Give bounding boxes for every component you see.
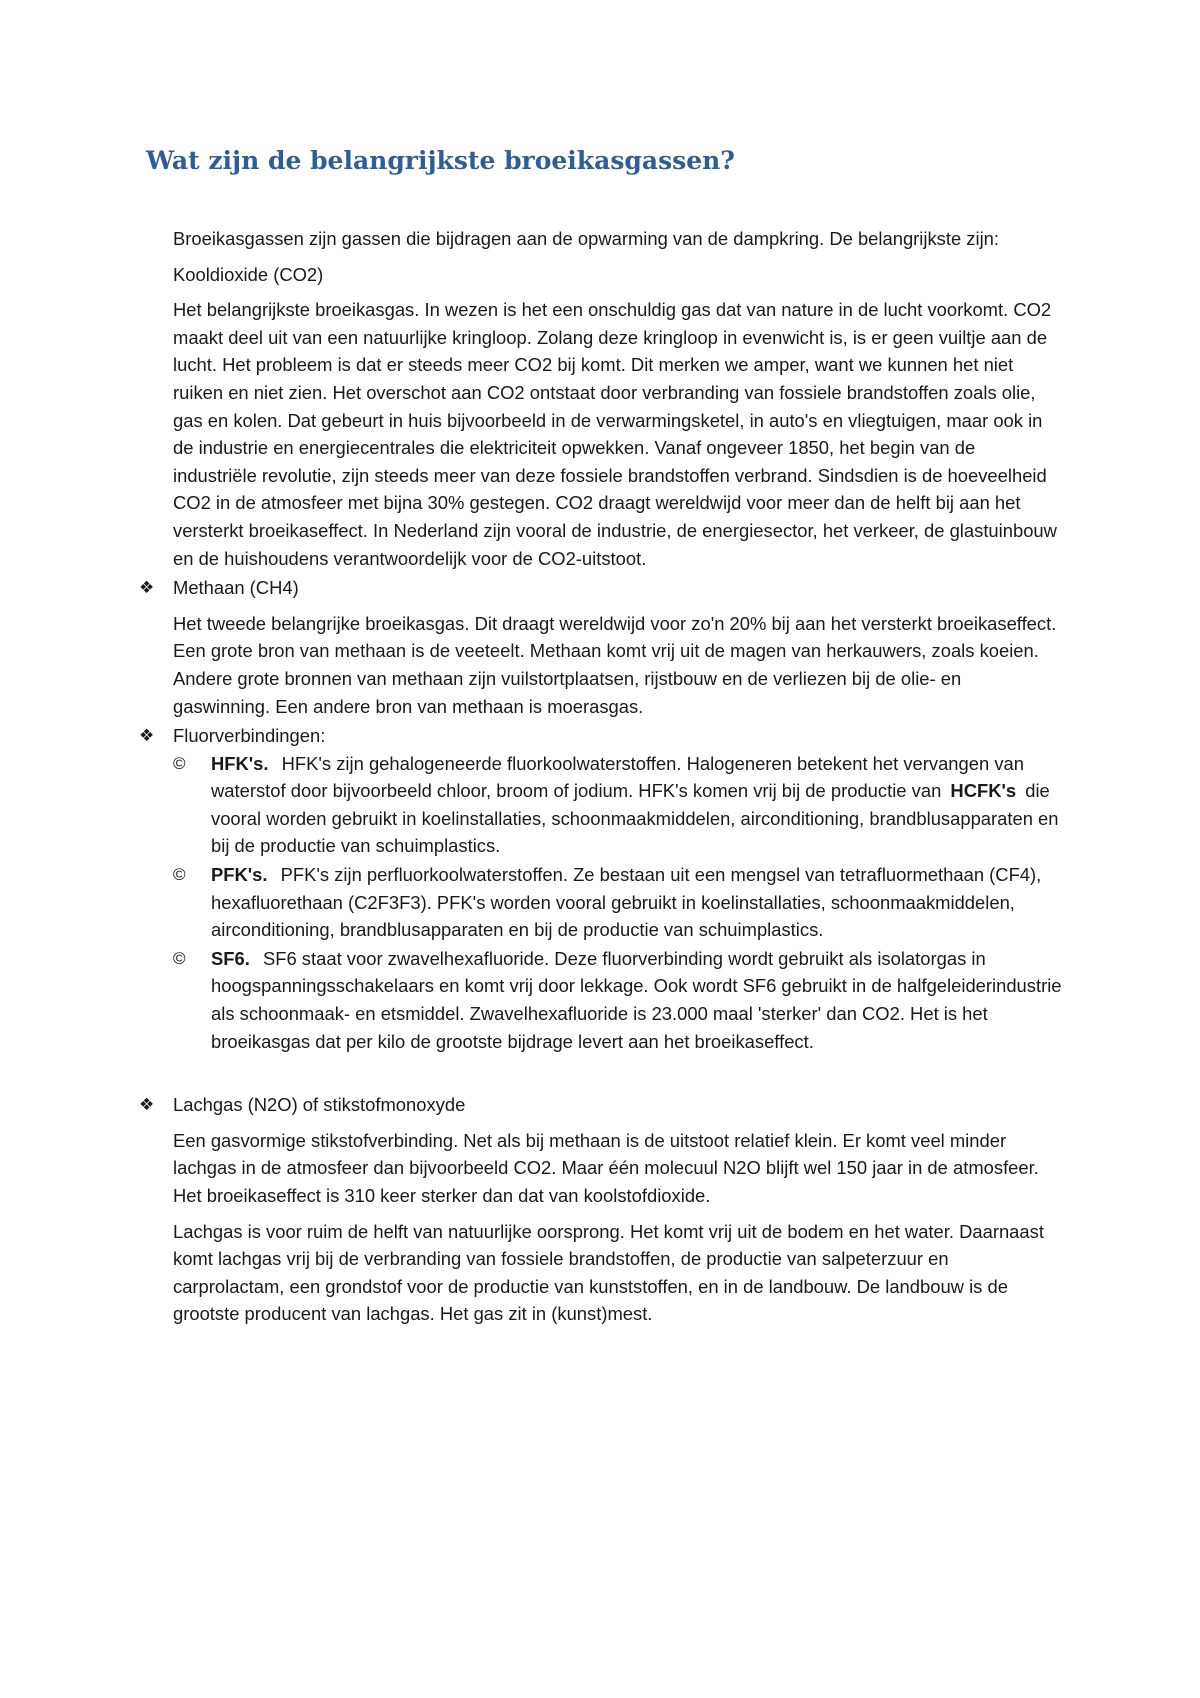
sf6-label: SF6. [211,947,250,969]
methaan-paragraph: Het tweede belangrijke broeikasgas. Dit draagt wereldwijd voor zo'n 20% bij aan het versterkt broeikaseffect. Een grote bron van methaan is de veeteelt. Methaan komt vrij uit de magen van herkauwers, zoals koeien. Andere grote bronnen van methaan zijn vuilstortplaatsen, rijstbouw en de verliezen bij de olie- en gaswinning. Een andere bron van methaan is moerasgas. [173,612,1057,717]
diamond-bullet-icon: ❖ [139,1095,155,1115]
copyright-bullet-icon: © [173,753,186,773]
lachgas-heading: Lachgas (N2O) of stikstofmonoxyde [173,1094,466,1116]
lachgas-paragraph-1: Een gasvormige stikstofverbinding. Net als bij methaan is de uitstoot relatief klein. Er komt veel minder lachgas in de atmosfeer dan bijvoorbeeld CO2. Maar één molecuul N2O blijft wel 150 jaar in de atmosfeer. Het broeikaseffect is 310 keer sterker dan dat van koolstofdioxide. [173,1129,1039,1206]
fluor-list-item [139,722,1063,750]
document-body [139,225,1063,1336]
copyright-bullet-icon: © [173,865,186,885]
hfk-sub-item [173,750,1063,860]
copyright-bullet-icon: © [173,948,186,968]
co2-heading: Kooldioxide (CO2) [173,263,324,285]
diamond-bullet-icon: ❖ [139,578,155,598]
pfk-sub-item [173,861,1063,944]
sf6-text: SF6 staat voor zwavelhexafluoride. Deze fluorverbinding wordt gebruikt als isolatorgas in hoogspanningsschakelaars en komt vrij door lekkage. Ook wordt SF6 gebruikt in de halfgeleiderindustrie als schoonmaak- en etsmiddel. Zwavelhexafluoride is 23.000 maal 'sterker' dan CO2. Het is het broeikasgas dat per kilo de grootste bijdrage levert aan het broeikaseffect. [211,947,1062,1052]
diamond-bullet-icon: ❖ [139,726,155,746]
methaan-list-item [139,574,1063,602]
hfk-text-a: HFK's zijn gehalogeneerde fluorkoolwaterstoffen. Halogeneren betekent het vervangen van waterstof door bijvoorbeeld chloor, broom of jodium. HFK's komen vrij bij de productie van [211,752,1024,802]
methaan-heading: Methaan (CH4) [173,577,299,599]
fluor-heading: Fluorverbindingen: [173,725,326,747]
hfk-label: HFK's. [211,752,269,774]
lachgas-paragraph-2: Lachgas is voor ruim de helft van natuurlijke oorsprong. Het komt vrij uit de bodem en het water. Daarnaast komt lachgas vrij bij de verbranding van fossiele brandstoffen, de productie van salpeterzuur en carprolactam, een grondstof voor de productie van kunststoffen, en in de landbouw. De landbouw is de grootste producent van lachgas. Het gas zit in (kunst)mest. [173,1220,1044,1325]
hcfk-label: HCFK's [950,780,1017,802]
sf6-sub-item [173,945,1063,1055]
pfk-label: PFK's. [211,864,268,886]
hfk-text-b: die vooral worden gebruikt in koelinstallaties, schoonmaakmiddelen, airconditioning, brandblusapparaten en bij de productie van schuimplastics. [211,780,1059,857]
page-title: Wat zijn de belangrijkste broeikasgassen? [146,146,735,175]
intro-paragraph: Broeikasgassen zijn gassen die bijdragen aan de opwarming van de dampkring. De belangrijkste zijn: [173,228,1000,249]
lachgas-list-item [139,1091,1063,1119]
co2-paragraph: Het belangrijkste broeikasgas. In wezen is het een onschuldig gas dat van nature in de lucht voorkomt. CO2 maakt deel uit van een natuurlijke kringloop. Zolang deze kringloop in evenwicht is, is er geen vuiltje aan de lucht. Het probleem is dat er steeds meer CO2 bij komt. Dit merken we amper, want we kunnen het niet ruiken en niet zien. Het overschot aan CO2 ontstaat door verbranding van fossiele brandstoffen zoals olie, gas en kolen. Dat gebeurt in huis bijvoorbeeld in de verwarmingsketel, in auto's en vliegtuigen, maar ook in de industrie en energiecentrales die elektriciteit opwekken. Vanaf ongeveer 1850, het begin van de industriële revolutie, zijn steeds meer van deze fossiele brandstoffen verbrand. Sindsdien is de hoeveelheid CO2 in de atmosfeer met bijna 30% gestegen. CO2 draagt wereldwijd voor meer dan de helft bij aan het versterkt broeikaseffect. In Nederland zijn vooral de industrie, de energiesector, het verkeer, de glastuinbouw en de huishoudens verantwoordelijk voor de CO2-uitstoot. [173,299,1057,569]
pfk-text: PFK's zijn perfluorkoolwaterstoffen. Ze bestaan uit een mengsel van tetrafluormethaan (CF4), hexafluorethaan (C2F3F3). PFK's worden vooral gebruikt in koelinstallaties, schoonmaakmiddelen, airconditioning, brandblusapparaten en bij de productie van schuimplastics. [211,864,1042,941]
